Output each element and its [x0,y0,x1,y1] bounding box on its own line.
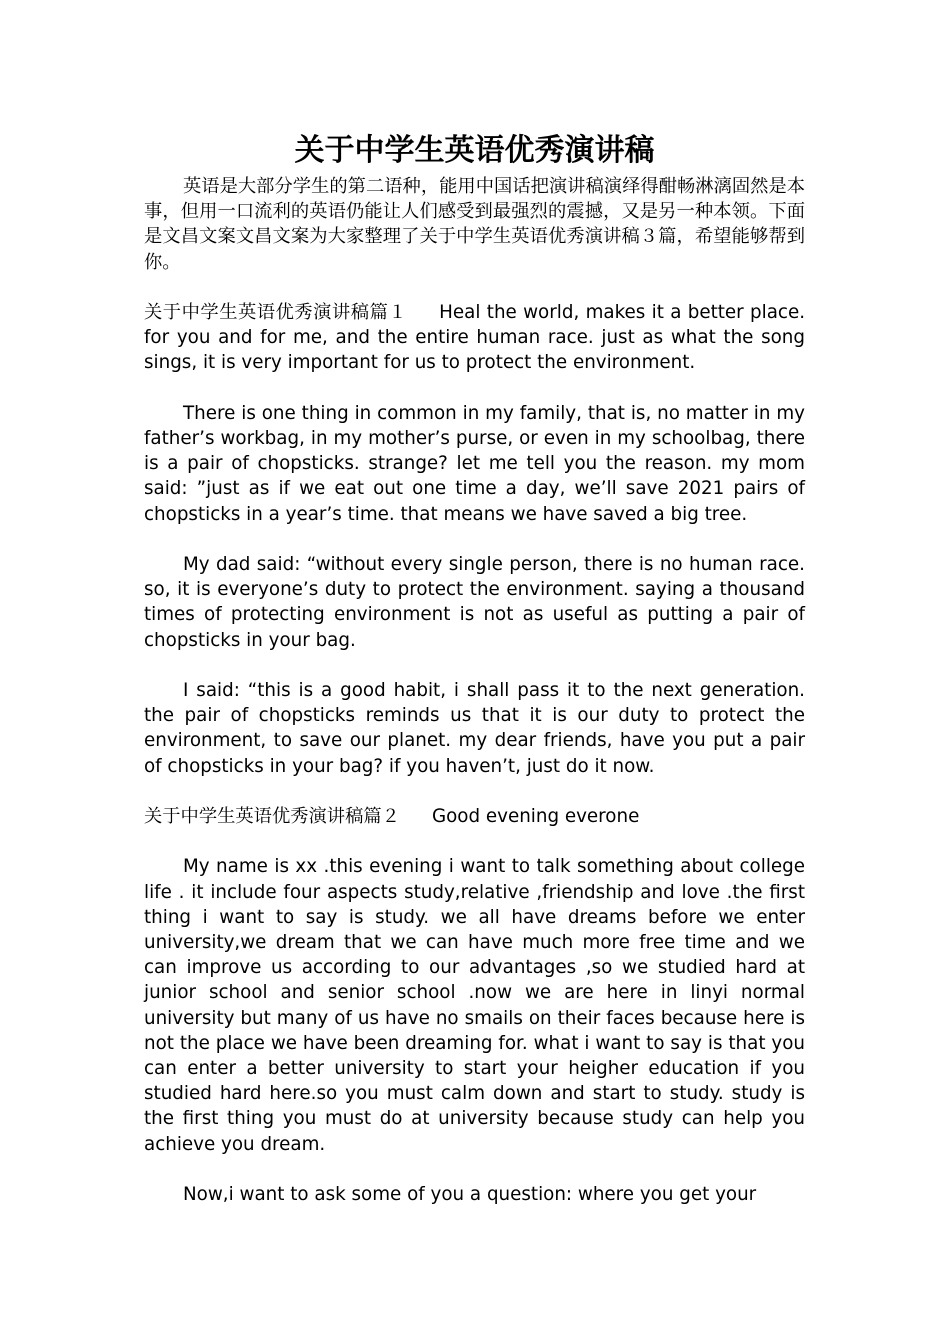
section-1-lead-text: Heal the world, makes it a better place. for you and for me, and the entire human race. just as what the song sings, it is very important for us to protect the environment. [144,302,806,374]
spacer [144,829,805,854]
spacer [144,376,805,401]
page-title: 关于中学生英语优秀演讲稿 [294,133,655,168]
spacer [144,1157,805,1182]
section-1-lead-paragraph [144,300,805,376]
section-1-paragraph: My dad said: “without every single person, there is no human race. so, it is everyone’s duty to protect the environment. saying a thousand times of protecting environment is not as useful as putting a pair of chopsticks in your bag. [144,554,805,651]
section-1-paragraph: There is one thing in common in my family, that is, no matter in my father’s workbag, in my mother’s purse, or even in my schoolbag, there is a pair of chopsticks. strange? let me tell you the reason. my mom said: ”just as if we eat out one time a day, we’ll save 2021 pairs of chopsticks in a year’s time. that means we have saved a big tree. [144,402,805,525]
spacer [144,275,805,300]
intro-paragraph: 英语是大部分学生的第二语种，能用中国话把演讲稿演绎得酣畅淋漓固然是本事，但用一口流利的英语仍能让人们感受到最强烈的震撼，又是另一种本领。下面是文昌文案文昌文案为大家整理了关于中学生英语优秀演讲稿３篇，希望能够帮到你。 [144,176,805,273]
section-1-paragraph: I said: “this is a good habit, i shall pass it to the next generation. the pair of chopsticks reminds us that it is our duty to protect the environment, to save our planet. my dear friends, have you put a pair of chopsticks in your bag? if you haven’t, just do it now. [144,680,805,777]
spacer [144,527,805,552]
section-2-paragraph: Now,i want to ask some of you a question: where you get your [183,1184,757,1206]
section-2-paragraph: My name is xx .this evening i want to talk something about college life . it include four aspects study,relative ,friendship and love .the first thing i want to say is study. we all have dreams before we enter university,we dream that we can have much more free time and we can improve us according to our advantages ,so we studied hard at junior school and senior school .now we are here in linyi normal university but many of us have no smails on their faces because here is not the place we have been dreaming for. what i want to say is that you can enter a better university to start your heigher education if you studied hard here.so you must calm down and start to study. study is the first thing you must do at university because study can help you achieve you dream. [144,856,805,1155]
section-1-heading: 关于中学生英语优秀演讲稿篇１ [144,302,408,323]
document-page [144,128,805,1207]
section-2-lead-text: Good evening everone [431,806,640,827]
section-2-lead-paragraph [144,804,805,829]
section-2-heading: 关于中学生英语优秀演讲稿篇２ [144,806,400,827]
spacer [144,779,805,804]
spacer [144,653,805,678]
